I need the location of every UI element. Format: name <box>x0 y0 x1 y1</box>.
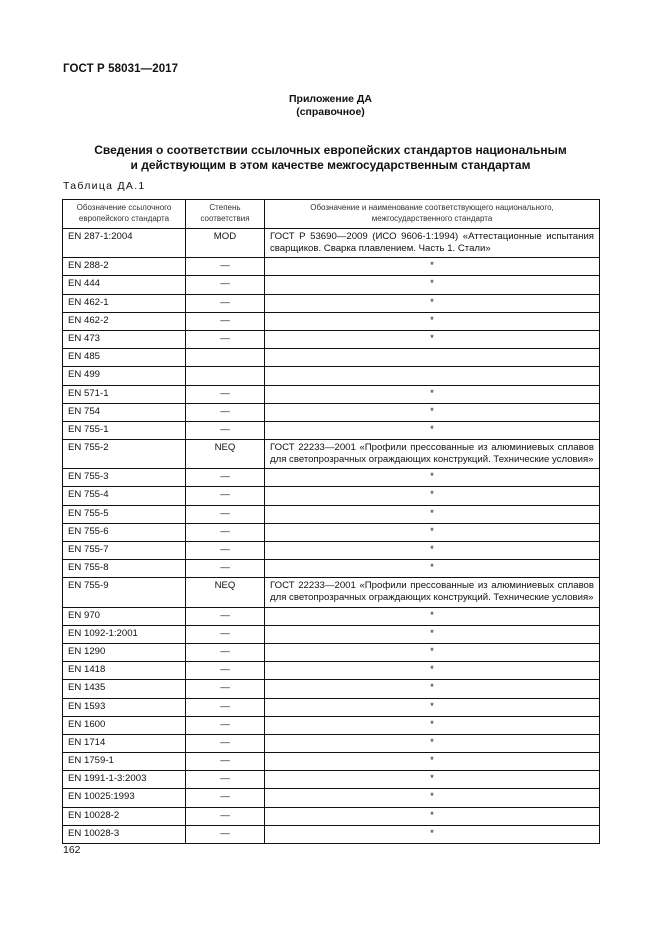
cell-degree <box>186 367 265 385</box>
cell-european-standard: EN 1435 <box>63 680 186 698</box>
table-row <box>63 734 600 752</box>
document-code: ГОСТ Р 58031—2017 <box>63 63 179 75</box>
cell-national-standard: * <box>265 421 600 439</box>
section-heading-line-2: и действующим в этом качестве межгосударственным стандартам <box>130 158 531 172</box>
cell-european-standard: EN 755-3 <box>63 469 186 487</box>
table-row <box>63 403 600 421</box>
table-row <box>63 349 600 367</box>
cell-national-standard: * <box>265 716 600 734</box>
cell-degree: — <box>186 560 265 578</box>
cell-european-standard: EN 10028-3 <box>63 825 186 843</box>
table-row <box>63 542 600 560</box>
cell-degree: — <box>186 523 265 541</box>
cell-european-standard: EN 10028-2 <box>63 807 186 825</box>
cell-national-standard: * <box>265 487 600 505</box>
cell-national-standard: * <box>265 789 600 807</box>
cell-national-standard: * <box>265 771 600 789</box>
cell-degree: — <box>186 505 265 523</box>
cell-european-standard: EN 754 <box>63 403 186 421</box>
cell-european-standard: EN 10025:1993 <box>63 789 186 807</box>
section-heading-line-1: Сведения о соответствии ссылочных европейских стандартов национальным <box>94 143 567 157</box>
cell-european-standard: EN 462-2 <box>63 312 186 330</box>
cell-national-standard: * <box>265 560 600 578</box>
table-row <box>63 643 600 661</box>
cell-national-standard: * <box>265 403 600 421</box>
cell-european-standard: EN 755-1 <box>63 421 186 439</box>
cell-european-standard: EN 485 <box>63 349 186 367</box>
table-row <box>63 560 600 578</box>
cell-national-standard: * <box>265 825 600 843</box>
cell-european-standard: EN 1593 <box>63 698 186 716</box>
page-number: 162 <box>63 844 81 856</box>
cell-national-standard: * <box>265 505 600 523</box>
cell-european-standard: EN 1290 <box>63 643 186 661</box>
cell-degree: — <box>186 469 265 487</box>
cell-degree: — <box>186 421 265 439</box>
cell-national-standard: ГОСТ 22233—2001 «Профили прессованные из алюминиевых сплавов для светопрозрачных ограждающих конструкций. Технические условия» <box>265 578 600 607</box>
cell-national-standard: * <box>265 385 600 403</box>
cell-national-standard: * <box>265 469 600 487</box>
cell-degree: — <box>186 825 265 843</box>
cell-european-standard: EN 473 <box>63 330 186 348</box>
cell-degree: NEQ <box>186 578 265 607</box>
cell-degree: — <box>186 753 265 771</box>
cell-national-standard: * <box>265 680 600 698</box>
cell-national-standard: * <box>265 542 600 560</box>
cell-national-standard: * <box>265 753 600 771</box>
cell-degree: — <box>186 607 265 625</box>
cell-european-standard: EN 755-7 <box>63 542 186 560</box>
cell-european-standard: EN 571-1 <box>63 385 186 403</box>
cell-degree: — <box>186 625 265 643</box>
cell-degree: — <box>186 643 265 661</box>
table-row <box>63 698 600 716</box>
cell-european-standard: EN 444 <box>63 276 186 294</box>
appendix-title: Приложение ДА <box>289 93 372 105</box>
cell-national-standard: ГОСТ 22233—2001 «Профили прессованные из алюминиевых сплавов для светопрозрачных ограждающих конструкций. Технические условия» <box>265 440 600 469</box>
cell-european-standard: EN 1092-1:2001 <box>63 625 186 643</box>
table-header-row <box>63 200 600 229</box>
table-row <box>63 385 600 403</box>
appendix-subtitle: (справочное) <box>296 106 365 118</box>
cell-degree: — <box>186 807 265 825</box>
cell-national-standard <box>265 367 600 385</box>
table-row <box>63 716 600 734</box>
table-row <box>63 771 600 789</box>
cell-national-standard: * <box>265 643 600 661</box>
cell-european-standard: EN 1600 <box>63 716 186 734</box>
cell-degree: — <box>186 312 265 330</box>
appendix-title-block <box>0 93 661 119</box>
table-row <box>63 607 600 625</box>
cell-degree: — <box>186 385 265 403</box>
cell-degree: — <box>186 294 265 312</box>
table-caption: Таблица ДА.1 <box>63 180 146 192</box>
cell-european-standard: EN 755-5 <box>63 505 186 523</box>
table-row <box>63 440 600 469</box>
table-row <box>63 680 600 698</box>
table-row <box>63 487 600 505</box>
cell-national-standard: * <box>265 312 600 330</box>
cell-european-standard: EN 288-2 <box>63 258 186 276</box>
table-row <box>63 523 600 541</box>
cell-national-standard: * <box>265 294 600 312</box>
cell-national-standard: * <box>265 276 600 294</box>
cell-national-standard: * <box>265 662 600 680</box>
correspondence-table <box>62 199 600 844</box>
cell-european-standard: EN 755-9 <box>63 578 186 607</box>
cell-degree: — <box>186 330 265 348</box>
cell-degree: — <box>186 771 265 789</box>
cell-degree: — <box>186 698 265 716</box>
cell-european-standard: EN 1714 <box>63 734 186 752</box>
cell-national-standard: * <box>265 523 600 541</box>
cell-european-standard: EN 970 <box>63 607 186 625</box>
cell-degree <box>186 349 265 367</box>
table-row <box>63 421 600 439</box>
table-row <box>63 578 600 607</box>
cell-degree: — <box>186 276 265 294</box>
column-header-degree: Степень соответствия <box>186 200 265 229</box>
table-row <box>63 505 600 523</box>
cell-european-standard: EN 462-1 <box>63 294 186 312</box>
table-row <box>63 825 600 843</box>
cell-european-standard: EN 1991-1-3:2003 <box>63 771 186 789</box>
cell-degree: — <box>186 542 265 560</box>
cell-degree: — <box>186 734 265 752</box>
table-row <box>63 662 600 680</box>
table-row <box>63 294 600 312</box>
table-row <box>63 625 600 643</box>
cell-national-standard: ГОСТ Р 53690—2009 (ИСО 9606-1:1994) «Аттестационные испытания сварщиков. Сварка плавлением. Часть 1. Стали» <box>265 229 600 258</box>
column-header-national-standard: Обозначение и наименование соответствующего национального, межгосударственного стандарта <box>265 200 600 229</box>
table-row <box>63 229 600 258</box>
cell-degree: — <box>186 716 265 734</box>
cell-national-standard: * <box>265 607 600 625</box>
cell-european-standard: EN 287-1:2004 <box>63 229 186 258</box>
cell-european-standard: EN 499 <box>63 367 186 385</box>
cell-european-standard: EN 755-6 <box>63 523 186 541</box>
table-row <box>63 367 600 385</box>
cell-national-standard: * <box>265 330 600 348</box>
cell-degree: — <box>186 662 265 680</box>
cell-national-standard: * <box>265 625 600 643</box>
cell-national-standard <box>265 349 600 367</box>
cell-national-standard: * <box>265 258 600 276</box>
table-row <box>63 753 600 771</box>
cell-degree: — <box>186 487 265 505</box>
cell-degree: — <box>186 680 265 698</box>
cell-degree: — <box>186 789 265 807</box>
cell-degree: — <box>186 258 265 276</box>
table-row <box>63 258 600 276</box>
table-row <box>63 312 600 330</box>
cell-european-standard: EN 755-8 <box>63 560 186 578</box>
cell-degree: — <box>186 403 265 421</box>
cell-national-standard: * <box>265 734 600 752</box>
cell-national-standard: * <box>265 698 600 716</box>
cell-degree: MOD <box>186 229 265 258</box>
table-row <box>63 469 600 487</box>
table-row <box>63 789 600 807</box>
cell-national-standard: * <box>265 807 600 825</box>
cell-european-standard: EN 755-2 <box>63 440 186 469</box>
table-body <box>63 229 600 844</box>
cell-european-standard: EN 755-4 <box>63 487 186 505</box>
cell-degree: NEQ <box>186 440 265 469</box>
table-row <box>63 807 600 825</box>
table-row <box>63 330 600 348</box>
cell-european-standard: EN 1418 <box>63 662 186 680</box>
section-heading <box>0 143 661 173</box>
cell-european-standard: EN 1759-1 <box>63 753 186 771</box>
column-header-european-standard: Обозначение ссылочного европейского стандарта <box>63 200 186 229</box>
table-row <box>63 276 600 294</box>
